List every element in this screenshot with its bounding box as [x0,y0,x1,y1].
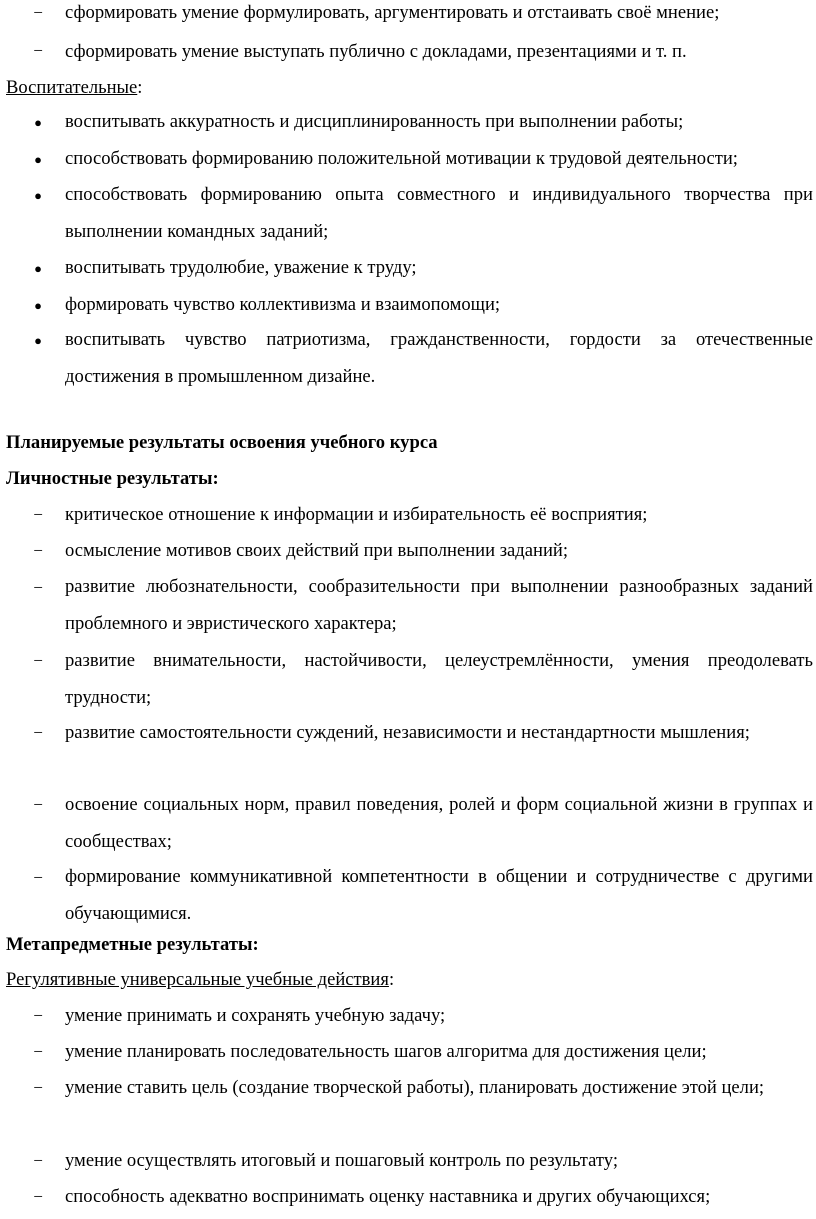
dash-marker: − [33,1187,43,1206]
list-item: умение ставить цель (создание творческой работы), планировать достижение этой цели; [65,1077,765,1098]
list-item: воспитывать трудолюбие, уважение к труду; [65,257,417,278]
bullet-marker: ● [34,188,42,203]
dash-marker: − [33,868,43,887]
dash-marker: − [33,505,43,524]
dash-marker: − [33,1042,43,1061]
list-item: умение принимать и сохранять учебную задачу; [65,1005,446,1026]
bullet-marker: ● [34,298,42,313]
bullet-marker: ● [34,152,42,167]
list-item: умение планировать последовательность шагов алгоритма для достижения цели; [65,1041,707,1062]
dash-marker: − [33,723,43,742]
dash-marker: − [33,3,43,22]
list-item: осмысление мотивов своих действий при выполнении заданий; [65,540,569,561]
regulative-label: Регулятивные универсальные учебные действия [6,969,389,990]
list-item: сформировать умение выступать публично с докладами, презентациями и т. п. [65,41,687,62]
bullet-marker: ● [34,115,42,130]
list-item: способствовать формированию опыта совместного и индивидуального творчества при выполнении командных заданий; [65,184,813,242]
dash-marker: − [33,41,43,60]
regulative-heading [6,969,394,991]
bullet-marker: ● [34,333,42,348]
list-item: воспитывать чувство патриотизма, гражданственности, гордости за отечественные достижения в промышленном дизайне. [65,329,813,387]
dash-marker: − [33,1151,43,1170]
educational-heading [6,77,142,99]
list-item: освоение социальных норм, правил поведения, ролей и форм социальной жизни в группах и сообществах; [65,794,813,852]
list-item: критическое отношение к информации и избирательность её восприятия; [65,504,648,525]
list-item: умение осуществлять итоговый и пошаговый контроль по результату; [65,1150,618,1171]
list-item: способствовать формированию положительной мотивации к трудовой деятельности; [65,148,738,169]
dash-marker: − [33,541,43,560]
bullet-marker: ● [34,261,42,276]
educational-suffix: : [137,77,143,98]
meta-results-heading: Метапредметные результаты: [6,934,259,955]
list-item: развитие самостоятельности суждений, независимости и нестандартности мышления; [65,722,750,743]
list-item: формировать чувство коллективизма и взаимопомощи; [65,294,501,315]
results-heading: Планируемые результаты освоения учебного курса [6,432,438,453]
list-item: развитие внимательности, настойчивости, целеустремлённости, умения преодолевать трудности; [65,650,813,708]
educational-label: Воспитательные [6,77,138,98]
dash-marker: − [33,651,43,670]
dash-marker: − [33,1078,43,1097]
list-item: развитие любознательности, сообразительности при выполнении разнообразных заданий проблемного и эвристического характера; [65,576,813,634]
list-item: сформировать умение формулировать, аргументировать и отстаивать своё мнение; [65,2,720,23]
list-item: способность адекватно воспринимать оценку наставника и других обучающихся; [65,1186,711,1207]
dash-marker: − [33,1006,43,1025]
regulative-suffix: : [388,969,395,990]
list-item: воспитывать аккуратность и дисциплинированность при выполнении работы; [65,111,684,132]
list-item: формирование коммуникативной компетентности в общении и сотрудничестве с другими обучающимися. [65,866,813,924]
dash-marker: − [33,578,43,597]
dash-marker: − [33,795,43,814]
personal-results-heading: Личностные результаты: [6,468,219,489]
